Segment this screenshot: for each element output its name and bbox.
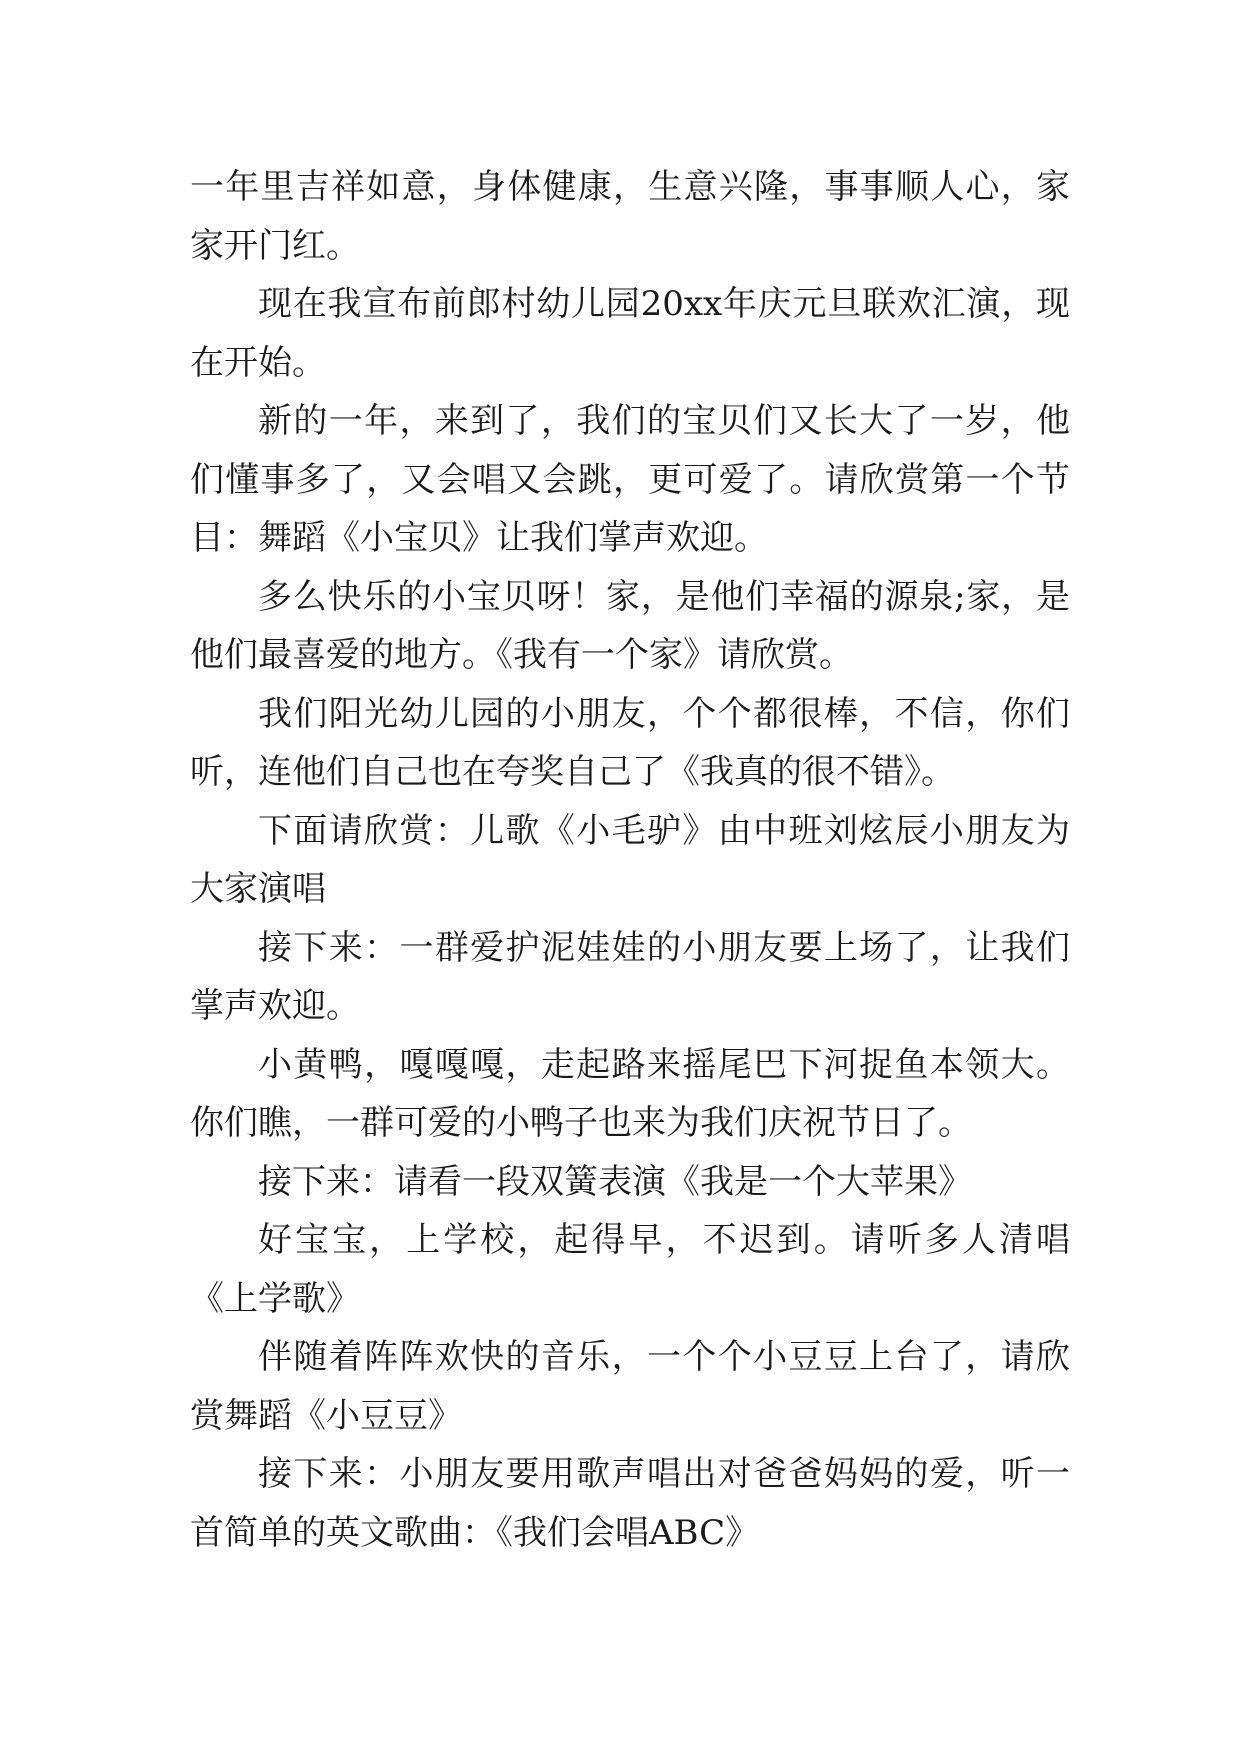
paragraph-3: 新的一年，来到了，我们的宝贝们又长大了一岁，他们懂事多了，又会唱又会跳，更可爱了。请欣赏第一个节目：舞蹈《小宝贝》让我们掌声欢迎。 [190, 401, 1070, 558]
paragraph-7: 接下来：一群爱护泥娃娃的小朋友要上场了，让我们掌声欢迎。 [190, 927, 1070, 1026]
paragraph-9: 接下来：请看一段双簧表演《我是一个大苹果》 [258, 1161, 972, 1202]
paragraph-10: 好宝宝，上学校，起得早，不迟到。请听多人清唱《上学歌》 [190, 1220, 1070, 1319]
paragraph-8: 小黄鸭，嘎嘎嘎，走起路来摇尾巴下河捉鱼本领大。你们瞧，一群可爱的小鸭子也来为我们庆祝节日了。 [190, 1044, 1070, 1143]
document-body [190, 158, 1070, 1562]
paragraph-11: 伴随着阵阵欢快的音乐，一个个小豆豆上台了，请欣赏舞蹈《小豆豆》 [190, 1337, 1070, 1436]
paragraph-4: 多么快乐的小宝贝呀！家，是他们幸福的源泉;家，是他们最喜爱的地方。《我有一个家》请欣赏。 [190, 576, 1070, 675]
paragraph-2: 现在我宣布前郎村幼儿园20xx年庆元旦联欢汇演，现在开始。 [190, 284, 1070, 383]
paragraph-1: 一年里吉祥如意，身体健康，生意兴隆，事事顺人心，家家开门红。 [190, 167, 1070, 266]
paragraph-6: 下面请欣赏：儿歌《小毛驴》由中班刘炫辰小朋友为大家演唱 [190, 810, 1070, 909]
paragraph-12: 接下来：小朋友要用歌声唱出对爸爸妈妈的爱，听一首简单的英文歌曲：《我们会唱ABC》 [190, 1454, 1070, 1553]
paragraph-5: 我们阳光幼儿园的小朋友，个个都很棒，不信，你们听，连他们自己也在夸奖自己了《我真的很不错》。 [190, 693, 1070, 792]
